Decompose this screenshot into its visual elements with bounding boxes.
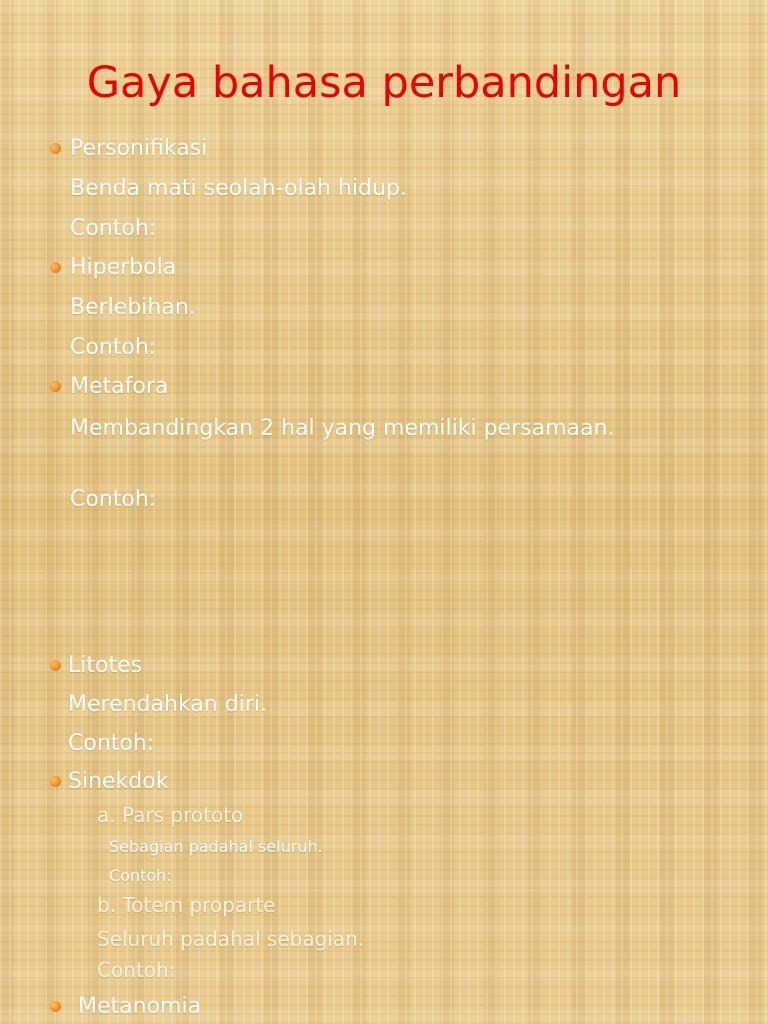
pars-prototo-example: Contoh:	[109, 866, 172, 885]
litotes-heading: Litotes	[68, 653, 143, 678]
totem-proparte-definition: Seluruh padahal sebagian.	[97, 927, 365, 951]
metafora-definition: Membandingkan 2 hal yang memiliki persamaan.	[70, 416, 615, 441]
pars-prototo-definition: Sebagian padahal seluruh.	[109, 837, 323, 856]
metanomia-heading: Metanomia	[78, 994, 202, 1019]
hiperbola-example: Contoh:	[70, 335, 157, 360]
pars-prototo-label: a. Pars prototo	[97, 803, 244, 827]
totem-proparte-label: b. Totem proparte	[97, 893, 276, 917]
slide-title: Gaya bahasa perbandingan	[86, 58, 682, 108]
metafora-heading: Metafora	[70, 374, 169, 399]
bullet-icon	[50, 1001, 61, 1012]
personifikasi-example: Contoh:	[70, 216, 157, 241]
bullet-icon	[50, 143, 61, 154]
sinekdok-heading: Sinekdok	[68, 769, 169, 794]
hiperbola-heading: Hiperbola	[70, 255, 177, 280]
bullet-icon	[50, 660, 61, 671]
litotes-example: Contoh:	[68, 731, 155, 756]
metafora-example: Contoh:	[70, 487, 157, 512]
totem-proparte-example: Contoh:	[97, 958, 176, 982]
personifikasi-heading: Personifikasi	[70, 136, 208, 161]
personifikasi-definition: Benda mati seolah-olah hidup.	[70, 176, 407, 201]
bullet-icon	[50, 381, 61, 392]
litotes-definition: Merendahkan diri.	[68, 692, 267, 717]
hiperbola-definition: Berlebihan.	[70, 295, 196, 320]
bullet-icon	[50, 776, 61, 787]
bullet-icon	[50, 262, 61, 273]
